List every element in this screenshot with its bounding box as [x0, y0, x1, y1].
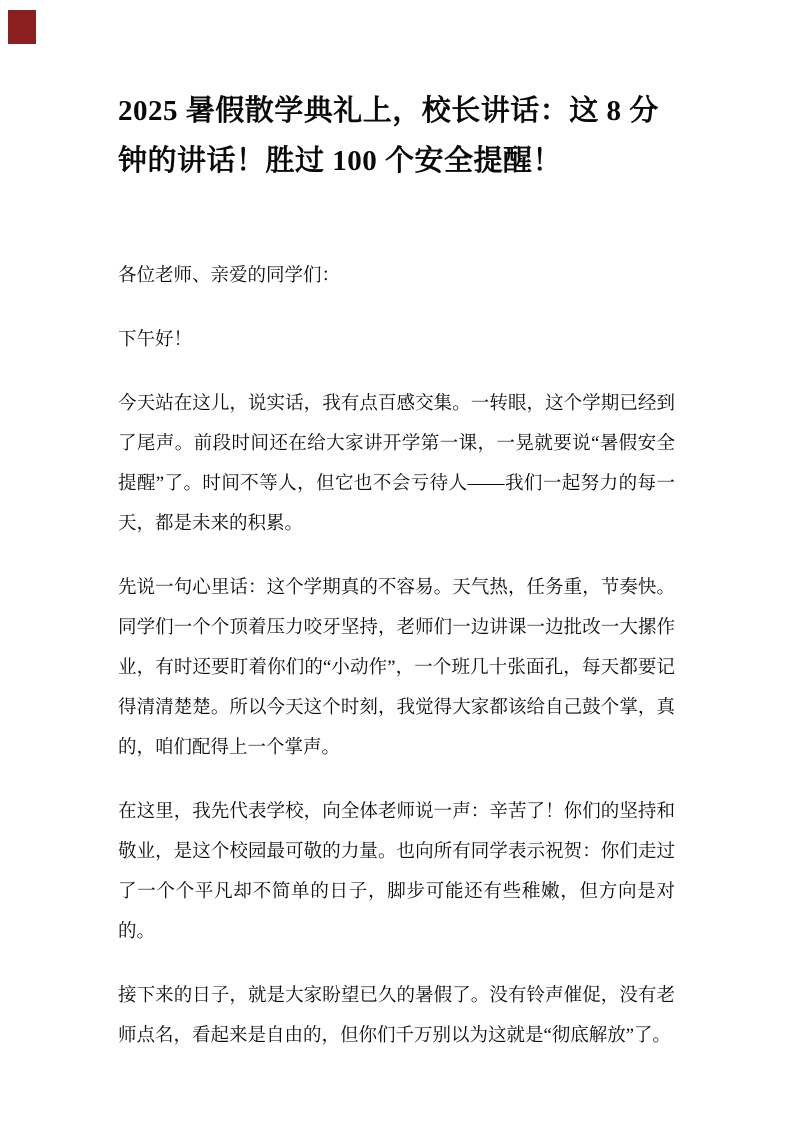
paragraph-salutation: 各位老师、亲爱的同学们： [118, 266, 341, 286]
document-content [118, 86, 675, 1056]
paragraph-semester-review: 今天站在这儿，说实话，我有点百感交集。一转眼，这个学期已经到了尾声。前段时间还在给大家讲开学第一课，一晃就要说“暑假安全提醒”了。时间不等人，但它也不会亏待人——我们一起努力的每一天，都是未来的积累。 [118, 394, 675, 534]
paragraph-thanks-congrats: 在这里，我先代表学校，向全体老师说一声：辛苦了！你们的坚持和敬业，是这个校园最可敬的力量。也向所有同学表示祝贺：你们走过了一个个平凡却不简单的日子，脚步可能还有些稚嫩，但方向是对的。 [118, 802, 675, 942]
red-bookmark-marker [8, 10, 36, 44]
document-title: 2025 暑假散学典礼上，校长讲话：这 8 分钟的讲话！胜过 100 个安全提醒！ [118, 95, 659, 177]
paragraph-heartfelt-words: 先说一句心里话：这个学期真的不容易。天气热，任务重，节奏快。同学们一个个顶着压力咬牙坚持，老师们一边讲课一边批改一大摞作业，有时还要盯着你们的“小动作”，一个班几十张面孔，每天都要记得清清楚楚。所以今天这个时刻，我觉得大家都该给自己鼓个掌，真的，咱们配得上一个掌声。 [118, 578, 675, 758]
paragraph-greeting: 下午好！ [118, 330, 193, 350]
paragraph-summer-ahead: 接下来的日子，就是大家盼望已久的暑假了。没有铃声催促，没有老师点名，看起来是自由的，但你们千万别以为这就是“彻底解放”了。 [118, 986, 675, 1046]
